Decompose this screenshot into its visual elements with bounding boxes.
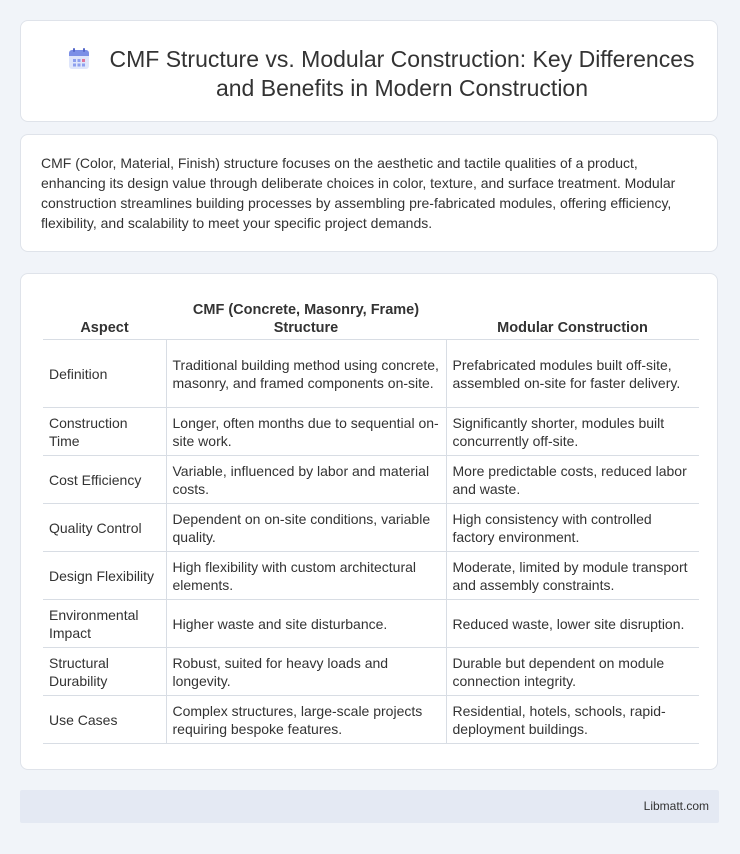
cell-modular: More predictable costs, reduced labor and waste. bbox=[446, 456, 699, 504]
table-row bbox=[43, 600, 699, 648]
cell-cmf: Robust, suited for heavy loads and longevity. bbox=[166, 648, 446, 696]
cell-modular: Reduced waste, lower site disruption. bbox=[446, 600, 699, 648]
cell-aspect: Construction Time bbox=[43, 408, 166, 456]
page-title: CMF Structure vs. Modular Construction: Key Differences and Benefits in Modern Construction bbox=[109, 46, 695, 101]
table-row bbox=[43, 504, 699, 552]
cell-aspect: Structural Durability bbox=[43, 648, 166, 696]
cell-modular: Residential, hotels, schools, rapid-deployment buildings. bbox=[446, 696, 699, 744]
intro-text: CMF (Color, Material, Finish) structure focuses on the aesthetic and tactile qualities of a product, enhancing its design value through deliberate choices in color, texture, and surface treatment. Modular construction streamlines building processes by assembling pre-fabricated modules, offering efficiency, flexibility, and scalability to meet your specific project demands. bbox=[41, 155, 676, 231]
cell-modular: High consistency with controlled factory environment. bbox=[446, 504, 699, 552]
cell-aspect: Cost Efficiency bbox=[43, 456, 166, 504]
table-row bbox=[43, 552, 699, 600]
cell-modular: Prefabricated modules built off-site, assembled on-site for faster delivery. bbox=[446, 340, 699, 408]
intro-card bbox=[20, 134, 718, 252]
table-row bbox=[43, 696, 699, 744]
cell-modular: Durable but dependent on module connection integrity. bbox=[446, 648, 699, 696]
cell-aspect: Definition bbox=[43, 340, 166, 408]
calendar-icon bbox=[67, 47, 91, 71]
footer-site-link[interactable]: Libmatt.com bbox=[643, 799, 709, 813]
cell-cmf: High flexibility with custom architectural elements. bbox=[166, 552, 446, 600]
table-header-row bbox=[43, 294, 699, 340]
cell-cmf: Dependent on on-site conditions, variable quality. bbox=[166, 504, 446, 552]
table-row bbox=[43, 340, 699, 408]
title-card bbox=[20, 20, 718, 122]
cell-aspect: Environmental Impact bbox=[43, 600, 166, 648]
cell-cmf: Variable, influenced by labor and material costs. bbox=[166, 456, 446, 504]
header-cmf: CMF (Concrete, Masonry, Frame) Structure bbox=[166, 294, 446, 340]
table-row bbox=[43, 408, 699, 456]
cell-cmf: Longer, often months due to sequential on-site work. bbox=[166, 408, 446, 456]
cell-modular: Significantly shorter, modules built concurrently off-site. bbox=[446, 408, 699, 456]
footer-bar bbox=[20, 790, 719, 823]
cell-cmf: Traditional building method using concrete, masonry, and framed components on-site. bbox=[166, 340, 446, 408]
comparison-table bbox=[43, 294, 699, 744]
cell-cmf: Complex structures, large-scale projects requiring bespoke features. bbox=[166, 696, 446, 744]
cell-aspect: Design Flexibility bbox=[43, 552, 166, 600]
cell-cmf: Higher waste and site disturbance. bbox=[166, 600, 446, 648]
table-row bbox=[43, 456, 699, 504]
header-aspect: Aspect bbox=[43, 294, 166, 340]
cell-modular: Moderate, limited by module transport and assembly constraints. bbox=[446, 552, 699, 600]
table-row bbox=[43, 648, 699, 696]
cell-aspect: Quality Control bbox=[43, 504, 166, 552]
comparison-table-card bbox=[20, 273, 718, 770]
cell-aspect: Use Cases bbox=[43, 696, 166, 744]
header-modular: Modular Construction bbox=[446, 294, 699, 340]
